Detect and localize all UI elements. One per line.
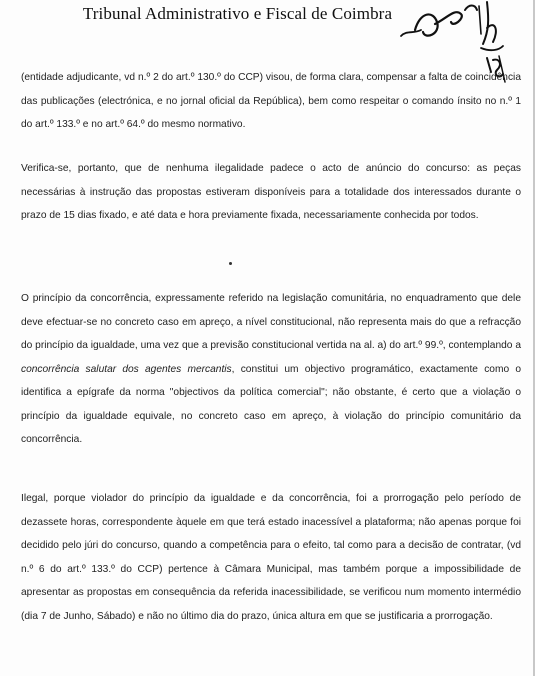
court-name-title: Tribunal Administrativo e Fiscal de Coimbra: [82, 4, 393, 23]
paragraph-3-text-b: , constitui um objectivo programático, exactamente como o identifica a epígrafe da norma "objectivos da política comercial"; não obstante, é certo que a violação o princípio da igualdade equivale, no concreto caso em apreço, à violação do princípio comunitário da concorrência.: [21, 363, 521, 445]
paragraph-1: (entidade adjudicante, vd n.º 2 do art.º 130.º do CCP) visou, de forma clara, compensar a falta de coincidência das publicações (electrónica, e no jornal oficial da República), bem como respeitar o comando ínsito no n.º 1 do art.º 133.º e no art.º 64.º do mesmo normativo.: [21, 72, 521, 130]
paragraph-3-italic-phrase: concorrência salutar dos agentes mercantis: [21, 363, 232, 375]
paragraph-3-text-a: O princípio da concorrência, expressamente referido na legislação comunitária, no enquadramento que dele deve efectuar-se no concreto caso em apreço, a nível constitucional, não representa mais do que a refracção do princípio da igualdade, uma vez que a previsão constitucional vertida na al. a) do art.º 99.º, contemplando a: [21, 293, 521, 351]
paragraph-3: [21, 287, 521, 452]
stray-dot-mark: [229, 262, 232, 265]
paragraph-4: Ilegal, porque violador do princípio da igualdade e da concorrência, foi a prorrogação pelo período de dezassete horas, correspondente àquele em que terá estado inacessível a plataforma; não apenas porque foi decidido pelo júri do concurso, quando a competência para o efeito, tal como para a decisão de contratar, (vd n.º 6 do art.º 133.º do CCP) pertence à Câmara Municipal, mas também porque a impossibilidade de apresentar as propostas em consequência da referida inacessibilidade, se verificou num momento intermédio (dia 7 de Junho, Sábado) e não no último dia do prazo, única altura em que se justificaria a prorrogação.: [21, 493, 521, 622]
paragraph-2: Verifica-se, portanto, que de nenhuma ilegalidade padece o acto de anúncio do concurso: as peças necessárias à instrução das propostas estiveram disponíveis para a totalidade dos interessados durante o prazo de 15 dias fixado, e até data e hora previamente fixada, necessariamente conhecida por todos.: [21, 163, 521, 221]
